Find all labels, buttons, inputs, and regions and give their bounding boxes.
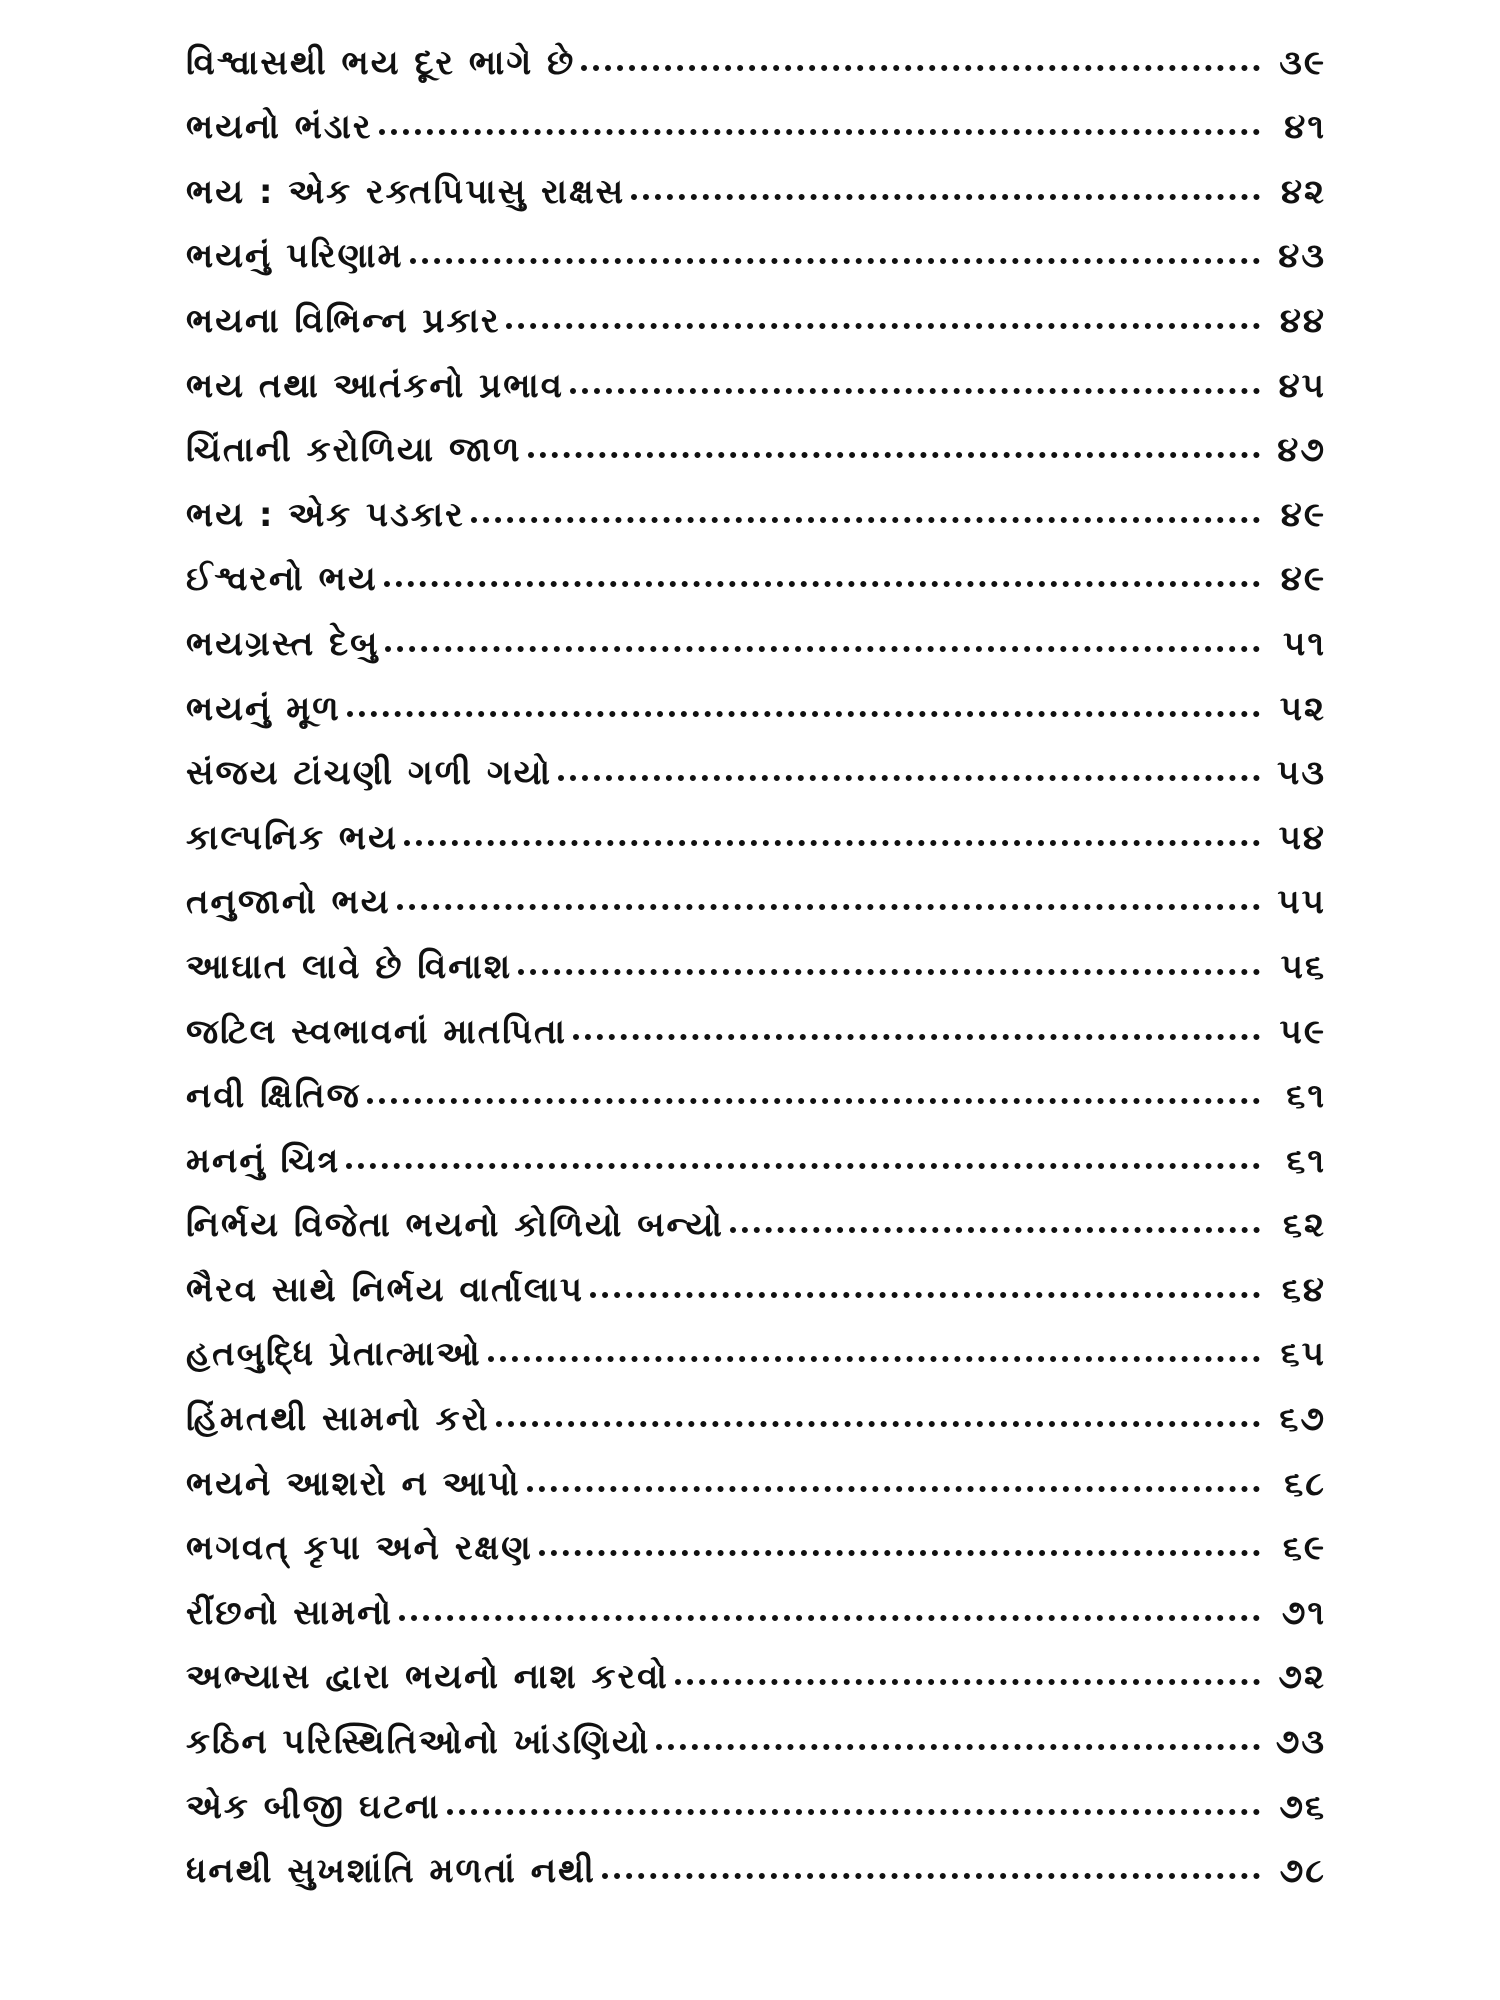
dot-leader — [385, 646, 1260, 652]
toc-entry-title: ભયનું પરિણામ — [186, 236, 404, 277]
toc-entry-title: ધનથી સુખશાંતિ મળતાં નથી — [186, 1851, 596, 1892]
toc-entry — [186, 1568, 1326, 1633]
toc-entry — [186, 212, 1326, 277]
toc-entry — [186, 729, 1326, 794]
dot-leader — [397, 904, 1260, 910]
toc-entry — [186, 18, 1326, 83]
toc-entry — [186, 1245, 1326, 1310]
toc-entry — [186, 406, 1326, 471]
dot-leader — [399, 1615, 1260, 1621]
toc-entry — [186, 341, 1326, 406]
toc-entry — [186, 793, 1326, 858]
toc-entry — [186, 1697, 1326, 1762]
toc-entry-page: ૬૭ — [1279, 1399, 1326, 1440]
toc-entry — [186, 922, 1326, 987]
toc-entry-title: ભગવત્ કૃપા અને રક્ષણ — [186, 1528, 533, 1569]
dot-leader — [506, 323, 1260, 329]
toc-entry-title: વિશ્વાસથી ભય દૂર ભાગે છે — [186, 42, 576, 83]
toc-entry — [186, 664, 1326, 729]
toc-entry-page: ૪૫ — [1278, 365, 1326, 406]
toc-entry-page: ૬૮ — [1284, 1463, 1326, 1504]
toc-entry — [186, 1374, 1326, 1439]
toc-entry — [186, 147, 1326, 212]
toc-entry-title: હતબુદ્ધિ પ્રેતાત્માઓ — [186, 1334, 482, 1375]
toc-entry-page: ૫૯ — [1279, 1011, 1326, 1052]
dot-leader — [410, 258, 1260, 264]
toc-entry-page: ૪૯ — [1280, 494, 1326, 535]
toc-entry — [186, 987, 1326, 1052]
dot-leader — [730, 1227, 1260, 1233]
toc-entry-page: ૪૩ — [1278, 236, 1326, 277]
toc-entry-page: ૪૨ — [1280, 171, 1326, 212]
dot-leader — [488, 1356, 1260, 1362]
toc-entry-page: ૬૫ — [1280, 1334, 1326, 1375]
toc-entry-page: ૪૭ — [1277, 430, 1326, 471]
dot-leader — [346, 1163, 1260, 1169]
toc-entry-page: ૬૪ — [1281, 1269, 1326, 1310]
toc-entry-title: કાલ્પનિક ભય — [186, 817, 398, 858]
dot-leader — [447, 1809, 1260, 1815]
toc-entry-title: ભયગ્રસ્ત દેબુ — [186, 623, 380, 664]
toc-entry-title: ભયનું મૂળ — [186, 688, 341, 729]
toc-entry — [186, 470, 1326, 535]
toc-entry-page: ૫૧ — [1283, 623, 1326, 664]
toc-entry-page: ૬૯ — [1282, 1528, 1326, 1569]
toc-entry-page: ૫૫ — [1277, 882, 1326, 923]
dot-leader — [384, 581, 1260, 587]
toc-entry-page: ૩૯ — [1279, 42, 1326, 83]
toc-entry-title: અભ્યાસ દ્વારા ભયનો નાશ કરવો — [186, 1657, 669, 1698]
toc-entry-page: ૫૨ — [1279, 688, 1326, 729]
toc-entry-title: ભયને આશરો ન આપો — [186, 1463, 521, 1504]
toc-entry-title: નવી ક્ષિતિજ — [186, 1076, 361, 1117]
toc-entry — [186, 276, 1326, 341]
toc-entry-title: જટિલ સ્વભાવનાં માતપિતા — [186, 1011, 567, 1052]
toc-entry-page: ૬૨ — [1283, 1205, 1326, 1246]
toc-entry — [186, 858, 1326, 923]
dot-leader — [527, 1486, 1260, 1492]
toc-entry-title: ભય તથા આતંકનો પ્રભાવ — [186, 365, 564, 406]
toc-entry-title: હિંમતથી સામનો કરો — [186, 1399, 490, 1440]
dot-leader — [539, 1550, 1260, 1556]
toc-entry — [186, 1633, 1326, 1698]
toc-entry-page: ૫૩ — [1277, 753, 1326, 794]
toc-entry-title: એક બીજી ઘટના — [186, 1786, 441, 1827]
dot-leader — [367, 1098, 1260, 1104]
toc-entry — [186, 83, 1326, 148]
toc-entry-title: ભૈરવ સાથે નિર્ભય વાર્તાલાપ — [186, 1269, 584, 1310]
dot-leader — [656, 1744, 1260, 1750]
toc-entry-page: ૪૪ — [1279, 300, 1326, 341]
toc-entry-page: ૭૩ — [1275, 1722, 1326, 1763]
dot-leader — [675, 1679, 1260, 1685]
toc-entry — [186, 1439, 1326, 1504]
dot-leader — [518, 969, 1260, 975]
toc-entry-page: ૪૯ — [1280, 559, 1326, 600]
dot-leader — [573, 1034, 1260, 1040]
toc-entry-title: નિર્ભય વિજેતા ભયનો કોળિયો બન્યો — [186, 1205, 724, 1246]
toc-entry — [186, 1116, 1326, 1181]
dot-leader — [558, 775, 1260, 781]
toc-entry-page: ૫૬ — [1280, 946, 1326, 987]
toc-entry-page: ૭૨ — [1278, 1657, 1326, 1698]
toc-entry-page: ૫૪ — [1278, 817, 1326, 858]
toc-entry-title: કઠિન પરિસ્થિતિઓનો ખાંડણિયો — [186, 1722, 651, 1763]
toc-entry — [186, 535, 1326, 600]
dot-leader — [602, 1873, 1260, 1879]
toc-entry-page: ૬૧ — [1286, 1076, 1326, 1117]
toc-entry-title: ઈશ્વરનો ભય — [186, 559, 378, 600]
table-of-contents — [186, 18, 1326, 1891]
toc-entry-page: ૭૮ — [1279, 1851, 1326, 1892]
toc-entry-title: મનનું ચિત્ર — [186, 1140, 341, 1181]
toc-entry — [186, 1504, 1326, 1569]
dot-leader — [528, 452, 1261, 458]
toc-entry — [186, 1762, 1326, 1827]
toc-entry-page: ૭૬ — [1279, 1786, 1326, 1827]
toc-entry-title: આઘાત લાવે છે વિનાશ — [186, 946, 513, 987]
dot-leader — [404, 840, 1260, 846]
dot-leader — [590, 1292, 1260, 1298]
toc-entry-page: ૪૧ — [1284, 107, 1326, 148]
toc-entry-page: ૭૧ — [1281, 1592, 1326, 1633]
toc-entry-title: ભય : એક પડકાર — [186, 494, 465, 535]
dot-leader — [379, 129, 1261, 135]
toc-entry — [186, 1827, 1326, 1892]
toc-entry — [186, 1052, 1326, 1117]
toc-entry — [186, 599, 1326, 664]
dot-leader — [570, 388, 1260, 394]
toc-entry-title: ભયનો ભંડાર — [186, 107, 373, 148]
toc-entry-title: ચિંતાની કરોળિયા જાળ — [186, 430, 522, 471]
toc-entry-title: ભયના વિભિન્ન પ્રકાર — [186, 300, 501, 341]
dot-leader — [581, 65, 1260, 71]
dot-leader — [631, 194, 1260, 200]
toc-entry-title: સંજય ટાંચણી ગળી ગયો — [186, 753, 552, 794]
dot-leader — [471, 517, 1260, 523]
toc-entry-title: રીંછનો સામનો — [186, 1592, 393, 1633]
toc-entry-page: ૬૧ — [1286, 1140, 1326, 1181]
toc-entry — [186, 1181, 1326, 1246]
dot-leader — [347, 711, 1260, 717]
toc-entry-title: તનુજાનો ભય — [186, 882, 391, 923]
toc-entry-title: ભય : એક રક્તપિપાસુ રાક્ષસ — [186, 171, 626, 212]
dot-leader — [496, 1421, 1260, 1427]
toc-entry — [186, 1310, 1326, 1375]
